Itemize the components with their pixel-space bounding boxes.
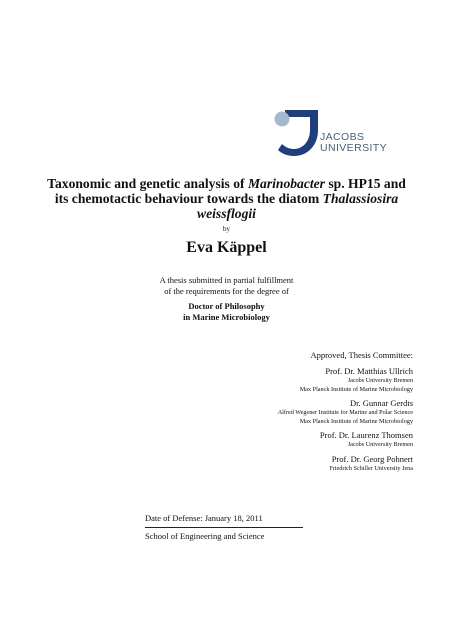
committee-member	[153, 366, 413, 394]
by-label: by	[223, 225, 230, 233]
school-name: School of Engineering and Science	[145, 531, 265, 541]
author-name: Eva Käppel	[186, 239, 267, 256]
member-affiliation: Alfred Wegener Institute for Marine and Polar Science	[277, 409, 413, 417]
degree-line1: Doctor of Philosophy	[188, 301, 265, 311]
member-name: Dr. Gunnar Gerdts	[349, 398, 413, 409]
thesis-purpose	[0, 275, 453, 297]
logo-text-jacobs: JACOBS	[320, 131, 365, 143]
member-affiliation: Friedrich Schiller University Jena	[329, 464, 413, 472]
committee-member	[153, 430, 413, 450]
member-name: Prof. Dr. Matthias Ullrich	[325, 366, 413, 376]
title-part1: Taxonomic and genetic analysis of	[47, 176, 248, 191]
thesis-committee	[153, 350, 413, 478]
member-affiliation: Max Planck Institute of Marine Microbiology	[299, 417, 413, 425]
title-genus: Marinobacter	[247, 176, 325, 191]
title-species: Thalassiosira weissflogii	[197, 191, 399, 221]
member-affiliation: Max Planck Institute of Marine Microbiology	[299, 385, 413, 393]
committee-member	[153, 454, 413, 474]
purpose-line1: A thesis submitted in partial fulfillment	[159, 275, 294, 285]
member-affiliation: Jacobs University Bremen	[347, 377, 413, 384]
defense-date: Date of Defense: January 18, 2011	[145, 513, 263, 523]
member-name: Prof. Dr. Laurenz Thomsen	[319, 430, 413, 441]
degree-line2: in Marine Microbiology	[183, 312, 270, 322]
jacobs-university-logo	[272, 108, 417, 160]
committee-member	[153, 398, 413, 426]
title-part2: sp. HP15 and its chemotactic behaviour towards the diatom	[54, 176, 406, 206]
purpose-line2: of the requirements for the degree of	[164, 286, 289, 296]
logo-text-university: UNIVERSITY	[320, 142, 388, 154]
member-name: Prof. Dr. Georg Pohnert	[331, 453, 413, 464]
degree	[0, 301, 453, 323]
member-affiliation: Jacobs University Bremen	[347, 441, 413, 449]
divider	[145, 527, 303, 528]
jacobs-logo-emblem-icon	[272, 108, 320, 160]
committee-heading: Approved, Thesis Committee:	[310, 350, 413, 360]
thesis-title	[40, 176, 413, 221]
